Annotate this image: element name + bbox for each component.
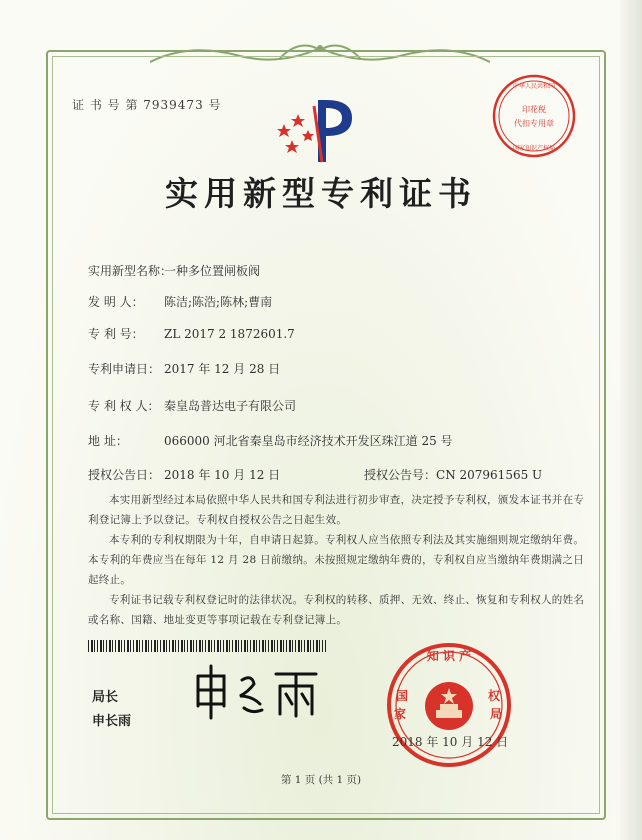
patentee-label: 专 利 权 人：: [88, 399, 160, 413]
grant-date-value: 2018 年 10 月 12 日: [164, 468, 281, 482]
svg-text:家: 家: [393, 707, 407, 721]
director-signature: [190, 662, 330, 722]
certificate-body: [88, 490, 588, 630]
grant-date-label: 授权公告日：: [88, 468, 161, 482]
field-inventor: [88, 293, 272, 310]
svg-text:代扣专用章: 代扣专用章: [514, 119, 554, 128]
field-utility-name: [88, 262, 260, 279]
grant-number-label: 授权公告号：: [364, 468, 437, 482]
body-paragraph: 本专利的专利权期限为十年，自申请日起算。专利权人应当依照专利法及其实施细则规定缴纳年费。本专利的年费应当在每年 12 月 28 日前缴纳。未按照规定缴纳年费的，专利权自应当缴纳年费期满之日起终止。: [88, 534, 585, 586]
grant-number-value: CN 207961565 U: [436, 468, 543, 482]
svg-text:权: 权: [487, 689, 501, 703]
inventor-value: 陈洁;陈浩;陈林;曹南: [164, 295, 273, 309]
patent-number-value: ZL 2017 2 1872601.7: [164, 327, 295, 341]
field-grant-number: [364, 466, 542, 483]
svg-text:国家知识产权局: 国家知识产权局: [512, 145, 556, 152]
seal-date: 2018 年 10 月 12 日: [392, 735, 509, 749]
director-name: 申长雨: [92, 714, 132, 729]
barcode: [88, 640, 326, 652]
patent-number-label: 专 利 号：: [88, 327, 144, 341]
star-icon: [277, 124, 291, 137]
svg-text:印花税: 印花税: [522, 105, 546, 114]
inventor-label: 发 明 人：: [88, 295, 144, 309]
field-address: [88, 432, 453, 449]
national-emblem-icon: [425, 682, 473, 730]
utility-name-value: 一种多位置闸板阀: [164, 264, 261, 278]
svg-text:国: 国: [395, 689, 409, 703]
star-icon: [302, 130, 314, 141]
address-label: 地 址：: [88, 434, 128, 448]
field-patentee: [88, 397, 296, 414]
filing-date-label: 专利申请日：: [88, 362, 161, 376]
svg-text:局: 局: [489, 707, 503, 721]
star-icon: [291, 114, 305, 127]
director-title: 局长: [92, 690, 119, 705]
body-paragraph: 专利证书记载专利权登记时的法律状况。专利权的转移、质押、无效、终止、恢复和专利权人的姓名或名称、国籍、地址变更等事项记载在专利登记簿上。: [88, 594, 585, 626]
field-filing-date: [88, 360, 280, 377]
certificate-title: 实用新型专利证书: [165, 174, 477, 213]
body-paragraph: 本实用新型经过本局依照中华人民共和国专利法进行初步审查，决定授予专利权，颁发本证书并在专利登记簿上予以登记。专利权自授权公告之日起生效。: [88, 494, 585, 526]
patentee-value: 秦皇岛普达电子有限公司: [164, 399, 297, 413]
tax-seal: [490, 72, 578, 160]
utility-name-label: 实用新型名称：: [88, 264, 173, 278]
address-value: 066000 河北省秦皇岛市经济技术开发区珠江道 25 号: [164, 434, 453, 448]
svg-text:中华人民共和国: 中华人民共和国: [512, 83, 556, 90]
svg-text:知 识 产: 知 识 产: [426, 649, 472, 663]
official-seal: [384, 640, 514, 770]
page-footer: 第 1 页 (共 1 页): [280, 774, 362, 786]
field-grant-date: [88, 466, 280, 483]
scan-edge: [620, 0, 642, 840]
star-icon: [285, 140, 299, 153]
certificate-number: 证 书 号 第 7939473 号: [72, 98, 222, 112]
patent-office-logo: [268, 96, 378, 166]
field-patent-number: [88, 325, 295, 342]
filing-date-value: 2017 年 12 月 28 日: [164, 362, 281, 376]
